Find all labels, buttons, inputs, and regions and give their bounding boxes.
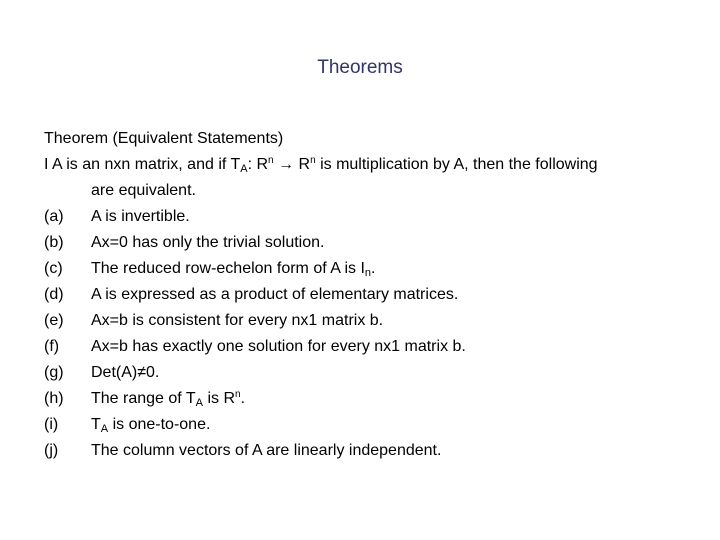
statement-text-end: . (240, 390, 246, 407)
statement-label: (f) (44, 338, 60, 355)
statement-text-main: The range of T (91, 390, 196, 407)
intro-text-3: R (298, 156, 311, 173)
statement-item (44, 308, 694, 334)
theorem-intro-continuation: are equivalent. (91, 182, 196, 199)
intro-text-4: is multiplication by A, then the following (315, 156, 598, 173)
theorem-body (44, 126, 694, 464)
statement-text (91, 282, 458, 308)
statement-text-main: A is expressed as a product of elementary matrices. (91, 286, 459, 303)
statement-label: (b) (44, 234, 64, 251)
statement-text-end: is one-to-one. (108, 416, 211, 433)
statement-text-main: The reduced row-echelon form of A is I (91, 260, 365, 277)
statement-item (44, 412, 694, 438)
statement-subscript: A (195, 397, 203, 409)
statement-text (91, 230, 324, 256)
statement-text (91, 204, 190, 230)
statement-superscript: n (235, 389, 241, 400)
statement-label: (c) (44, 260, 63, 277)
statement-text-main: Ax=0 has only the trivial solution. (91, 234, 325, 251)
statement-list (44, 204, 694, 464)
statement-text (91, 308, 383, 334)
statement-text-mid: is R (203, 390, 235, 407)
statement-text-main: The column vectors of A are linearly independent. (91, 442, 442, 459)
statement-item (44, 334, 694, 360)
statement-text-main: Ax=b is consistent for every nx1 matrix b. (91, 312, 384, 329)
statement-text (91, 438, 441, 464)
arrow-symbol: → (273, 156, 299, 173)
intro-text-1: I A is an nxn matrix, and if T (44, 156, 241, 173)
intro-superscript-n-2: n (310, 155, 316, 166)
statement-text-main: Ax=b has exactly one solution for every nx1 matrix b. (91, 338, 466, 355)
theorem-heading: Theorem (Equivalent Statements) (44, 130, 284, 147)
statement-item (44, 230, 694, 256)
statement-item (44, 256, 694, 282)
intro-text-2: : R (247, 156, 269, 173)
statement-label: (g) (44, 364, 64, 381)
statement-label: (h) (44, 390, 64, 407)
statement-text (91, 360, 159, 386)
statement-label: (j) (44, 442, 59, 459)
intro-subscript-a: A (240, 163, 248, 175)
statement-item (44, 204, 694, 230)
statement-text-end: . (371, 260, 376, 277)
statement-text (91, 256, 376, 282)
statement-text-main: A is invertible. (91, 208, 190, 225)
statement-text (91, 334, 466, 360)
statement-subscript: A (100, 423, 109, 435)
statement-item (44, 282, 694, 308)
statement-label: (i) (44, 416, 59, 433)
statement-text (91, 386, 245, 412)
statement-item (44, 386, 694, 412)
statement-label: (a) (44, 208, 64, 225)
statement-item (44, 438, 694, 464)
statement-subscript: n (364, 267, 372, 279)
statement-text-main: T (91, 416, 101, 433)
intro-superscript-n: n (268, 155, 274, 166)
statement-label: (e) (44, 312, 64, 329)
slide-title: Theorems (317, 57, 403, 78)
statement-label: (d) (44, 286, 64, 303)
theorem-intro (44, 152, 694, 178)
statement-text-main: Det(A)≠0. (91, 364, 160, 381)
statement-item (44, 360, 694, 386)
statement-text (91, 412, 210, 438)
